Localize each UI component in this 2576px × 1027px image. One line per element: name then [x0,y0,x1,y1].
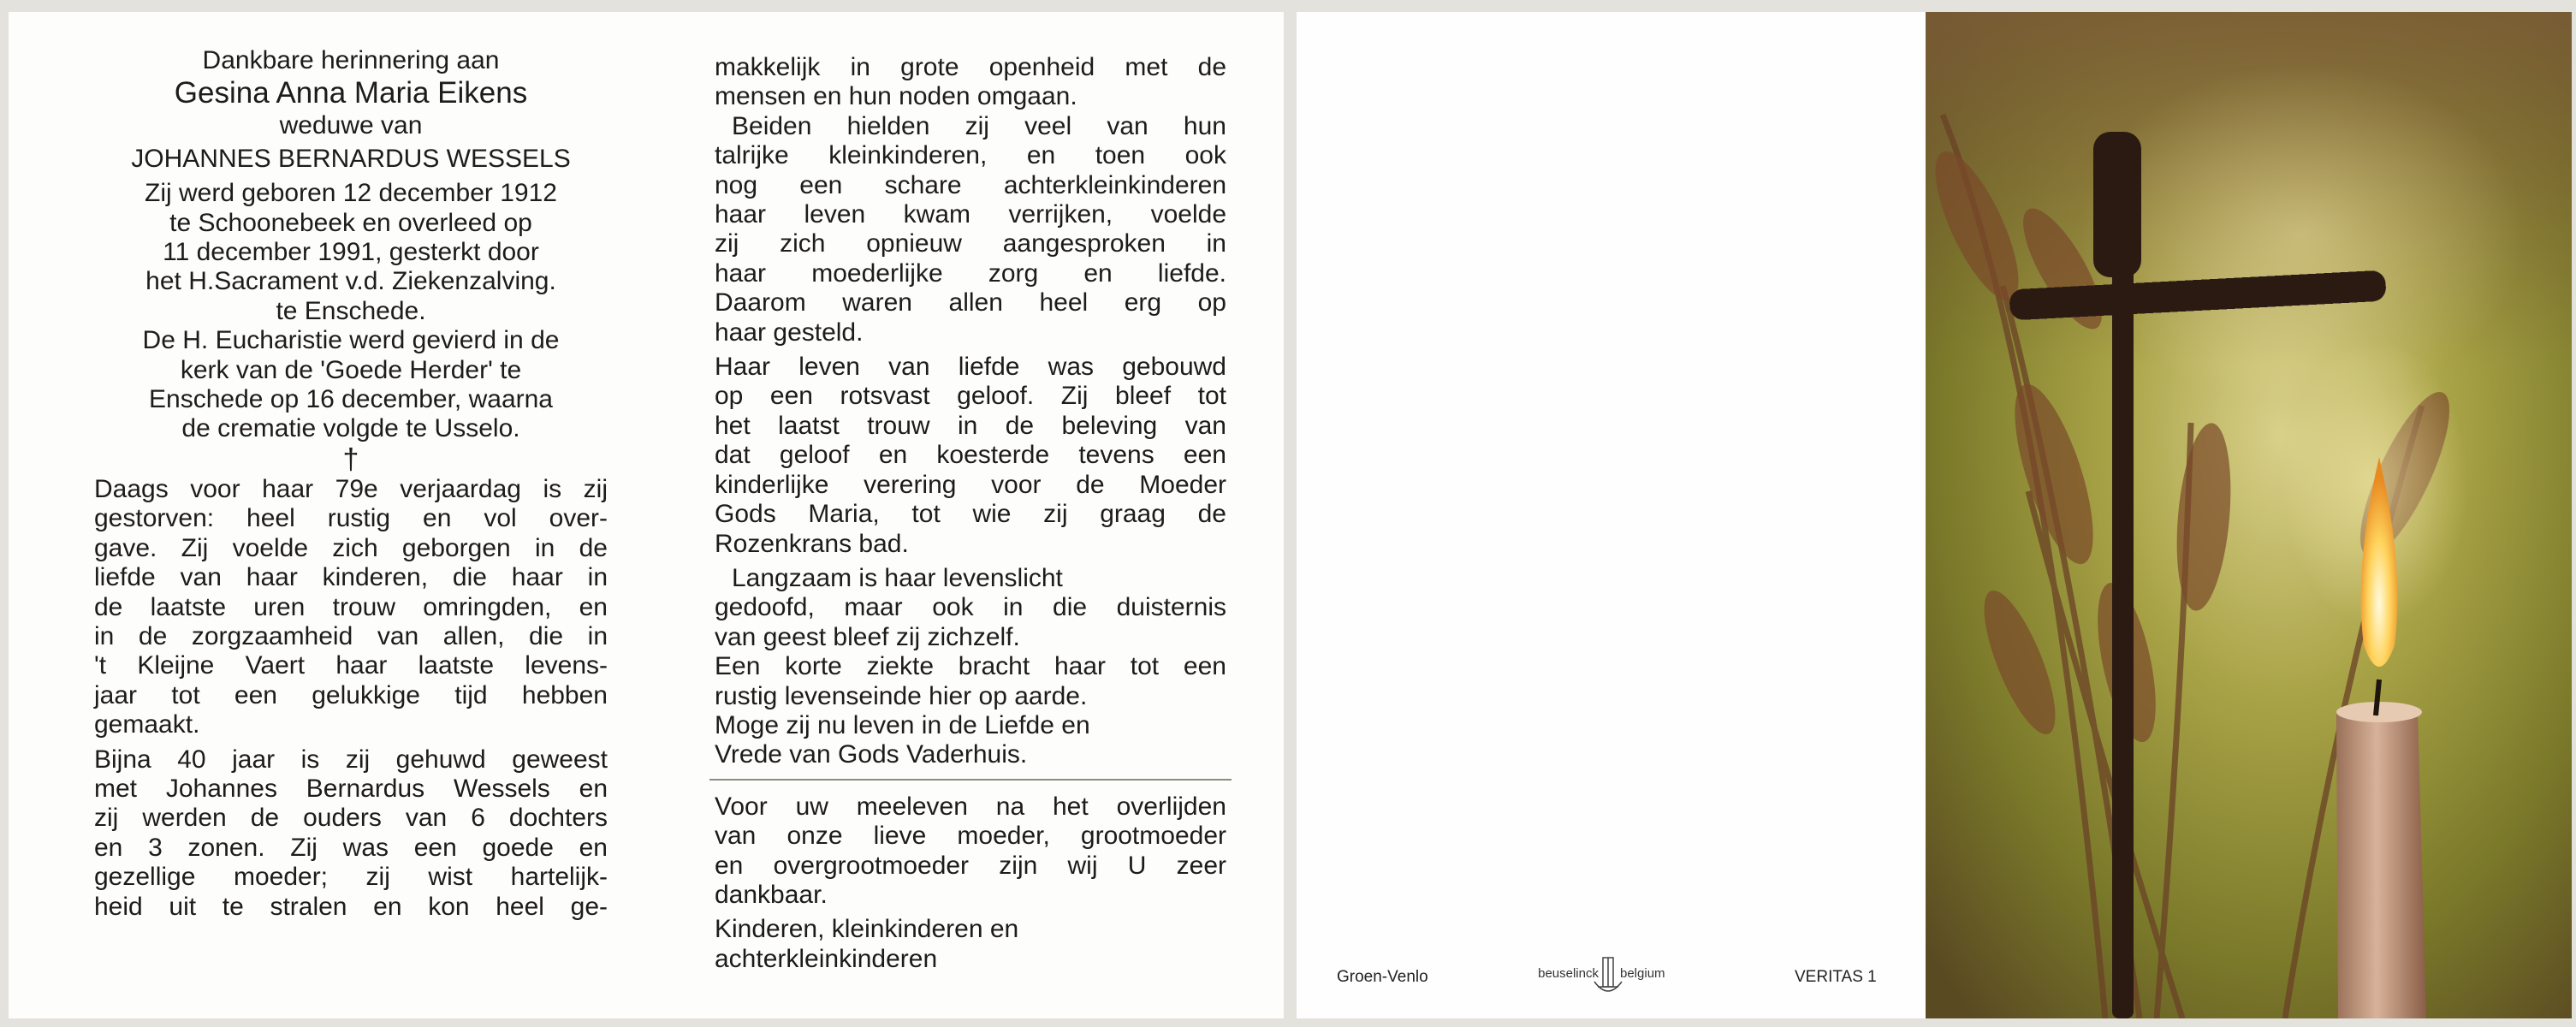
text-line: Een korte ziekte bracht haar tot een [715,652,1226,681]
intro-line: Dankbare herinnering aan [202,46,500,74]
text-line: op een rotsvast geloof. Zij bleef tot [715,382,1226,411]
text-line: makkelijk in grote openheid met de [715,53,1226,81]
text-line: Moge zij nu leven in de Liefde en [715,710,1090,739]
text-line: en overgrootmoeder zijn wij U zeer [715,851,1226,880]
text-line: zij zich opnieuw aangesproken in [715,229,1226,258]
divider [709,779,1232,781]
deceased-name: Gesina Anna Maria Eikens [174,76,528,110]
cross-and-candle-photo [1926,12,2572,1018]
text-line: kerk van de 'Goede Herder' te [180,355,522,384]
text-line: Haar leven van liefde was gebouwd [715,353,1226,382]
text-line: met Johannes Bernardus Wessels en [94,774,608,803]
text-line: haar moederlijke zorg en liefde. [715,258,1226,288]
text-line: 't Kleijne Vaert haar laatste levens- [94,651,608,680]
text-line: van onze lieve moeder, grootmoeder [715,822,1226,851]
text-column-right [715,53,1226,974]
text-line: jaar tot een gelukkige tijd hebben [94,680,608,709]
text-line: te Enschede. [276,296,426,325]
front-photo-page [1926,12,2572,1018]
text-line: heid uit te stralen en kon heel ge- [94,892,608,921]
widow-of-line: weduwe van [279,111,423,140]
text-line: De H. Eucharistie werd gevierd in de [142,326,560,355]
publisher-logo-icon [1538,956,1673,999]
text-line: te Schoonebeek en overleed op [169,208,532,237]
text-line: Daags voor haar 79e verjaardag is zij [94,474,608,503]
text-line: Voor uw meeleven na het overlijden [715,792,1226,821]
text-column-left [94,46,608,922]
text-line: haar leven kwam verrijken, voelde [715,200,1226,229]
text-line: Daarom waren allen heel erg op [715,288,1226,318]
text-line: het laatst trouw in de beleving van [715,411,1226,440]
text-line: mensen en hun noden omgaan. [715,82,1077,111]
logo-text-right: belgium [1620,966,1665,981]
text-line: gedoofd, maar ook in die duisternis [715,593,1226,622]
text-line: de laatste uren trouw omringden, en [94,592,608,621]
text-line: nog een schare achterkleinkinderen [715,170,1226,199]
text-line: Gods Maria, tot wie zij graag de [715,500,1226,529]
text-line: gestorven: heel rustig en vol over- [94,504,608,533]
text-line: liefde van haar kinderen, die haar in [94,563,608,592]
back-page [1297,12,1926,1018]
cross-icon: † [342,442,359,476]
printer-credit: Groen-Venlo [1337,968,1428,986]
text-line: Rozenkrans bad. [715,529,909,558]
logo-text-left: beuselinck [1538,966,1599,981]
text-line: dankbaar. [715,880,828,909]
text-line: het H.Sacrament v.d. Ziekenzalving. [145,267,556,296]
text-line: en 3 zonen. Zij was een goede en [94,833,608,862]
series-label: VERITAS 1 [1795,968,1877,986]
text-line: van geest bleef zij zichzelf. [715,622,1020,651]
text-line: Langzaam is haar levenslicht [732,563,1063,592]
text-line: haar gesteld. [715,318,864,347]
text-line: Vrede van Gods Vaderhuis. [715,740,1028,769]
text-line: gave. Zij voelde zich geborgen in de [94,533,608,562]
text-line: zij werden de ouders van 6 dochters [94,804,608,833]
text-line: talrijke kleinkinderen, en toen ook [715,141,1226,170]
text-line: in de zorgzaamheid van allen, die in [94,621,608,650]
text-line: 11 december 1991, gesterkt door [163,238,539,267]
text-line: Enschede op 16 december, waarna [149,385,553,414]
text-line: dat geloof en koesterde tevens een [715,441,1226,470]
text-line: Bijna 40 jaar is zij gehuwd geweest [94,745,608,774]
text-line: achterkleinkinderen [715,944,938,973]
husband-name: JOHANNES BERNARDUS WESSELS [131,144,571,173]
text-line: gezellige moeder; zij wist hartelijk- [94,863,608,892]
text-line: gemaakt. [94,710,200,739]
memorial-text-page [9,12,1284,1018]
text-line: Kinderen, kleinkinderen en [715,915,1019,944]
text-line: rustig levenseinde hier op aarde. [715,681,1088,710]
text-line: Zij werd geboren 12 december 1912 [145,179,557,208]
text-line: Beiden hielden zij veel van hun [732,111,1226,140]
text-line: de crematie volgde te Usselo. [181,414,520,443]
text-line: kinderlijke verering voor de Moeder [715,470,1226,499]
